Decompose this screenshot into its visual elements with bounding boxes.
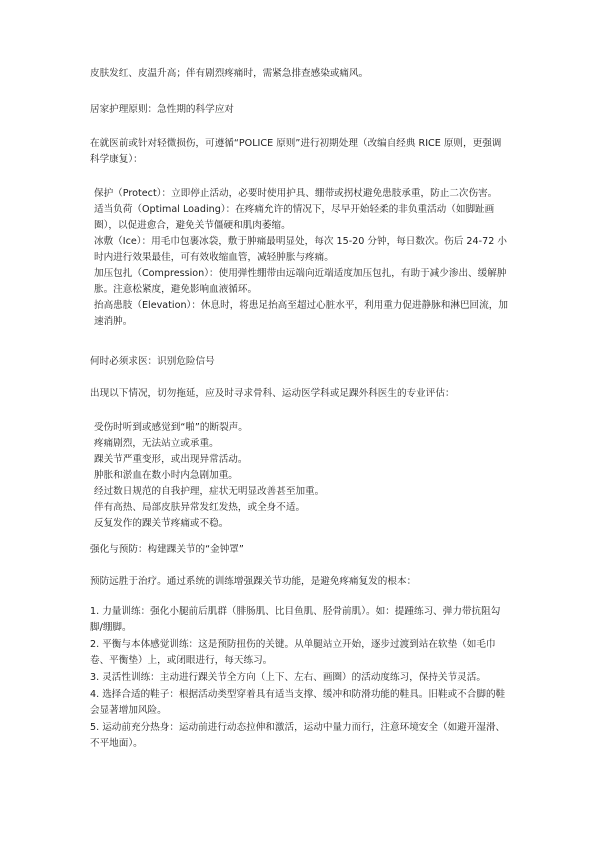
list-item: 踝关节严重变形，或出现异常活动。 (94, 454, 248, 465)
list-item: 2. 平衡与本体感觉训练：这是预防扭伤的关键。从单腿站立开始，逐步过渡到站在软垫（如毛巾卷、平衡垫）上，或闭眼进行，每天练习。 (90, 639, 496, 666)
list-item: 5. 运动前充分热身：运动前进行动态拉伸和激活，运动中量力而行，注意环境安全（如避开湿滑、不平地面）。 (90, 722, 506, 749)
police-list (90, 186, 514, 330)
prevention-list (90, 604, 510, 753)
section-heading-when-to-see-doctor: 何时必须求医：识别危险信号 (90, 356, 215, 367)
list-item: 抬高患肢（Elevation）：休息时，将患足抬高至超过心脏水平，利用重力促进静脉和淋巴回流，加速消肿。 (94, 300, 508, 327)
list-item: 伴有高热、局部皮肤异常发红发热，或全身不适。 (94, 502, 306, 513)
list-item: 疼痛剧烈，无法站立或承重。 (94, 438, 219, 449)
list-item: 适当负荷（Optimal Loading）：在疼痛允许的情况下，尽早开始轻柔的非负重活动（如脚趾画圈），以促进愈合，避免关节僵硬和肌肉萎缩。 (94, 204, 495, 231)
list-item: 受伤时听到或感觉到“啪”的断裂声。 (94, 422, 248, 433)
list-item: 肿胀和淤血在数小时内急剧加重。 (94, 470, 238, 481)
list-item: 1. 力量训练：强化小腿前后肌群（腓肠肌、比目鱼肌、胫骨前肌）。如：提踵练习、弹力带抗阻勾脚/绷脚。 (90, 606, 501, 633)
section-intro-home-care: 在就医前或针对轻微损伤，可遵循“POLICE 原则”进行初期处理（改编自经典 RICE 原则，更强调科学康复）： (90, 138, 502, 165)
list-item: 经过数日规范的自我护理，症状无明显改善甚至加重。 (94, 486, 325, 497)
section-intro-when-to-see-doctor: 出现以下情况，切勿拖延，应及时寻求骨科、运动医学科或足踝外科医生的专业评估： (90, 388, 455, 399)
section-intro-prevention: 预防远胜于治疗。通过系统的训练增强踝关节功能，是避免疼痛复发的根本： (90, 576, 417, 587)
list-item: 加压包扎（Compression）：使用弹性绷带由远端向近端适度加压包扎，有助于减少渗出、缓解肿胀。注意松紧度，避免影响血液循环。 (94, 268, 507, 295)
section-heading-prevention: 强化与预防：构建踝关节的“金钟罩” (90, 544, 244, 555)
list-item: 保护（Protect）：立即停止活动，必要时使用护具、绷带或拐杖避免患肢承重，防止二次伤害。 (94, 188, 498, 199)
list-item: 4. 选择合适的鞋子：根据活动类型穿着具有适当支撑、缓冲和防滑功能的鞋具。旧鞋或不合脚的鞋会显著增加风险。 (90, 689, 506, 716)
list-item: 3. 灵活性训练：主动进行踝关节全方向（上下、左右、画圈）的活动度练习，保持关节灵活。 (90, 672, 486, 683)
list-item: 反复发作的踝关节疼痛或不稳。 (94, 518, 229, 529)
intro-line: 皮肤发红、皮温升高；伴有剧烈疼痛时，需紧急排查感染或痛风。 (90, 68, 369, 79)
danger-signs-list (90, 420, 514, 532)
section-heading-home-care: 居家护理原则：急性期的科学应对 (90, 104, 234, 115)
list-item: 冰敷（Ice）：用毛巾包裹冰袋，敷于肿痛最明显处，每次 15-20 分钟，每日数次。伤后 24-72 小时内进行效果最佳，可有效收缩血管，减轻肿胀与疼痛。 (94, 236, 507, 263)
